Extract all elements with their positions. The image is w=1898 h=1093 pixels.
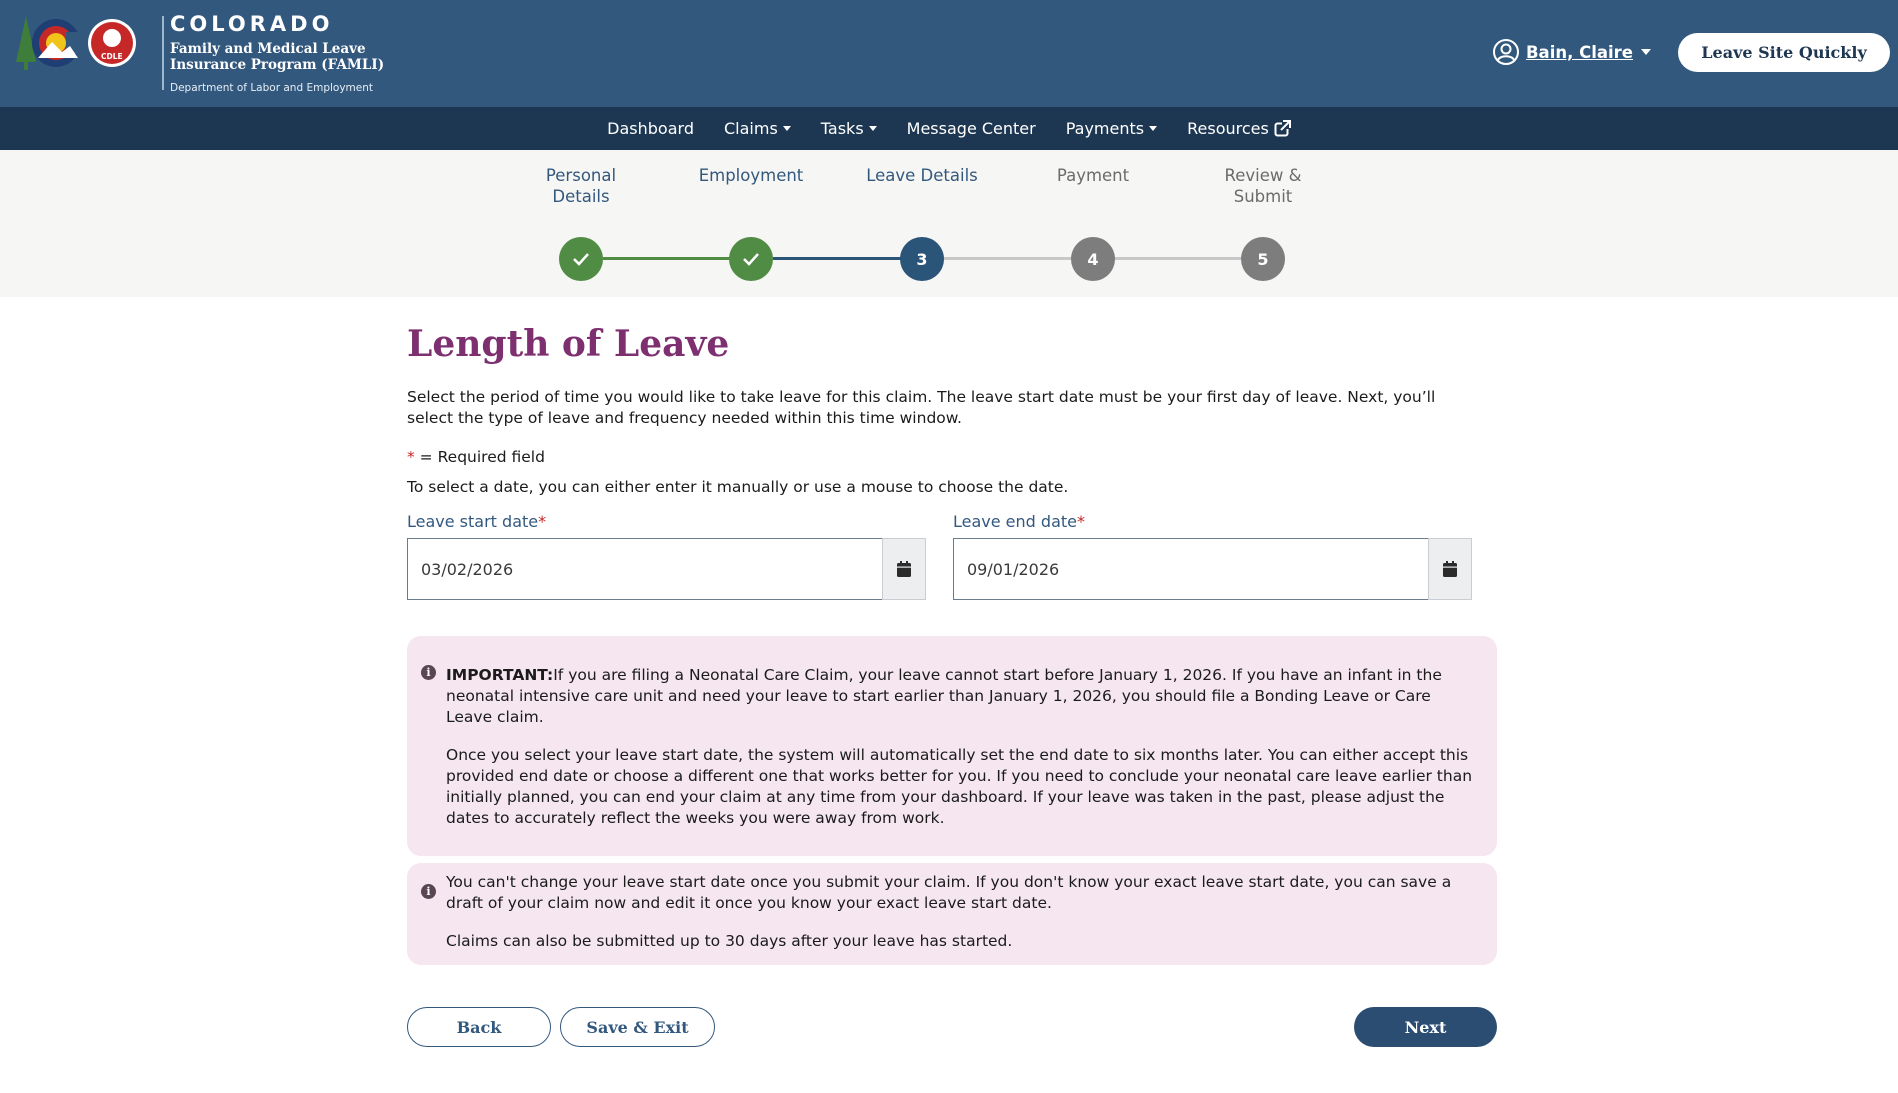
alert-paragraph: Claims can also be submitted up to 30 days after your leave has started. (446, 932, 1013, 950)
calendar-icon (1443, 561, 1457, 577)
cdle-badge-text: CDLE (101, 52, 123, 61)
nav-label: Message Center (906, 119, 1036, 138)
calendar-icon (897, 561, 911, 577)
site-header (0, 0, 1898, 107)
required-star: * (407, 448, 415, 466)
important-alert (407, 636, 1497, 856)
user-name-link[interactable]: Bain, Claire (1525, 42, 1633, 62)
end-date-group (953, 538, 1472, 600)
logo-department: Department of Labor and Employment (170, 82, 373, 94)
main-nav (0, 107, 1898, 150)
next-button[interactable]: Next (1354, 1007, 1497, 1047)
progress-stepper (0, 150, 1898, 297)
start-date-label (407, 512, 926, 531)
step-5-upcoming: 5 (1241, 237, 1285, 281)
back-button[interactable]: Back (407, 1007, 551, 1047)
leave-site-quickly-button[interactable]: Leave Site Quickly (1678, 33, 1890, 72)
step-connector (773, 257, 903, 260)
end-date-input[interactable] (953, 538, 1428, 600)
start-date-alert (407, 863, 1497, 965)
start-date-group (407, 538, 926, 600)
alert-text: If you are filing a Neonatal Care Claim, your leave cannot start before January 1, 2026. If you have an infant in the neonatal intensive care unit and need your leave to start earlier than January 1, 2026, you should file a Bonding Leave or Care Leave claim. (446, 666, 1442, 726)
checkmark-icon (742, 252, 760, 266)
step-label-line: Payment (1056, 166, 1130, 185)
nav-label: Dashboard (607, 119, 694, 138)
user-menu[interactable] (1492, 38, 1651, 66)
end-date-calendar-button[interactable] (1428, 538, 1472, 600)
required-star: * (1076, 512, 1085, 531)
step-connector (943, 257, 1073, 260)
step-connector (1114, 257, 1244, 260)
alert-paragraph: You can't change your leave start date once you submit your claim. If you don't know your exact leave start date, you can save a draft of your claim now and edit it once you know your exact leave start date. (446, 873, 1452, 912)
nav-label: Tasks (820, 119, 864, 138)
step-connector (603, 257, 733, 260)
step-label-leave-details (847, 165, 997, 186)
end-date-field (953, 512, 1472, 600)
info-icon: i (421, 665, 436, 680)
nav-payments[interactable] (1051, 119, 1172, 138)
nav-message-center[interactable] (892, 119, 1051, 138)
nav-resources[interactable] (1172, 119, 1306, 138)
step-4-upcoming: 4 (1071, 237, 1115, 281)
nav-label: Claims (723, 119, 778, 138)
logo-title: COLORADO (170, 12, 334, 36)
step-label-line: Submit (1233, 187, 1293, 206)
logo-program-line1: Family and Medical Leave (170, 41, 366, 57)
nav-tasks[interactable] (806, 119, 892, 138)
start-date-label-text: Leave start date (407, 512, 539, 531)
alert-paragraph (446, 665, 1481, 728)
nav-claims[interactable] (709, 119, 806, 138)
step-label-line: Employment (698, 166, 804, 185)
step-label-line: Details (552, 187, 610, 206)
colorado-logo-icon (14, 12, 142, 74)
save-exit-button[interactable]: Save & Exit (560, 1007, 715, 1047)
caret-down-icon (1149, 126, 1157, 131)
step-3-current: 3 (900, 237, 944, 281)
external-link-icon (1274, 120, 1291, 137)
alert-lead: IMPORTANT: (446, 666, 554, 684)
step-label-line: Personal (545, 166, 617, 185)
intro-text: Select the period of time you would like to take leave for this claim. The leave start date must be your first day of leave. Next, you’ll select the type of leave and frequency needed within this time window. (407, 388, 1436, 427)
page-title: Length of Leave (407, 323, 730, 365)
step-2-complete (729, 237, 773, 281)
required-text: = Required field (414, 448, 545, 466)
end-date-label-text: Leave end date (953, 512, 1077, 531)
user-circle-icon (1492, 38, 1520, 66)
end-date-label (953, 512, 1472, 531)
logo-text (170, 12, 400, 94)
date-help-text: To select a date, you can either enter it manually or use a mouse to choose the date. (407, 478, 1069, 496)
main-content (407, 297, 1497, 1047)
checkmark-icon (572, 252, 590, 266)
logo-divider (162, 16, 164, 90)
step-label-line: Leave Details (866, 166, 978, 185)
logo-program-line2: Insurance Program (FAMLI) (170, 57, 385, 73)
start-date-input[interactable] (407, 538, 882, 600)
step-label-employment (676, 165, 826, 186)
caret-down-icon (783, 126, 791, 131)
alert-paragraph: Once you select your leave start date, the system will automatically set the end date to six months later. You can either accept this provided end date or choose a different one that works better for you. If you need to conclude your neonatal care leave earlier than initially planned, you can end your claim at any time from your dashboard. If your leave was taken in the past, please adjust the dates to accurately reflect the weeks you were away from work. (446, 746, 1473, 827)
step-label-payment (1018, 165, 1168, 186)
required-legend (407, 448, 1497, 466)
date-fields (407, 512, 1497, 600)
nav-dashboard[interactable] (592, 119, 709, 138)
info-icon: i (421, 884, 436, 899)
chevron-down-icon (1641, 49, 1651, 55)
start-date-calendar-button[interactable] (882, 538, 926, 600)
caret-down-icon (869, 126, 877, 131)
form-actions (407, 1007, 1497, 1047)
nav-label: Resources (1187, 119, 1269, 138)
famli-logo[interactable] (14, 12, 385, 94)
step-label-review-submit (1188, 165, 1338, 207)
step-label-line: Review & (1224, 166, 1302, 185)
required-star: * (538, 512, 547, 531)
start-date-field (407, 512, 926, 600)
step-1-complete (559, 237, 603, 281)
nav-label: Payments (1065, 119, 1145, 138)
step-label-personal-details (506, 165, 656, 207)
